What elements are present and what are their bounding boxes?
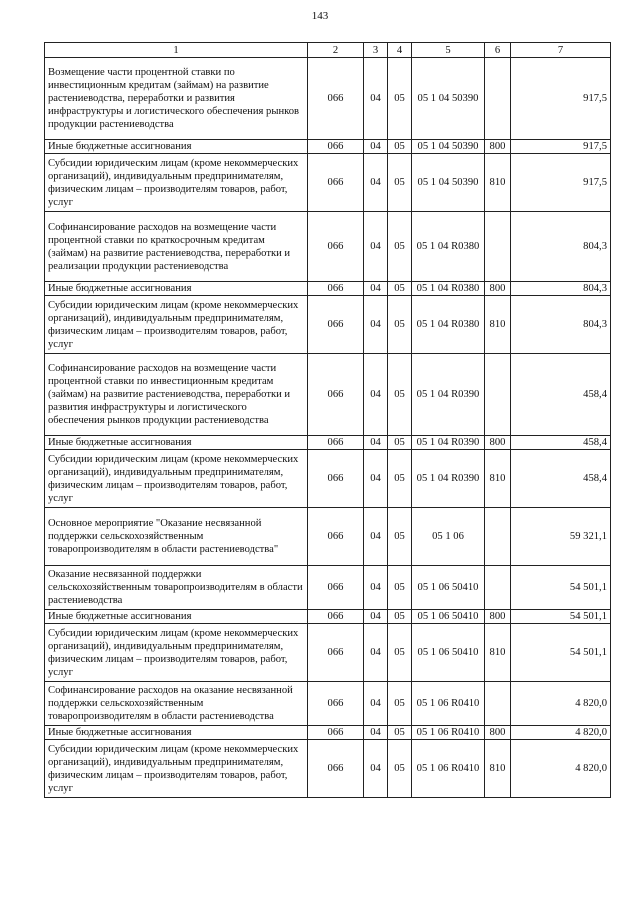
target-article-cell: 05 1 04 R0380 — [412, 212, 485, 282]
table-row — [45, 624, 611, 682]
target-article-cell: 05 1 06 50410 — [412, 610, 485, 624]
subsection-cell: 05 — [388, 740, 412, 798]
section-cell: 04 — [364, 726, 388, 740]
section-cell: 04 — [364, 740, 388, 798]
section-cell: 04 — [364, 212, 388, 282]
target-article-cell: 05 1 04 50390 — [412, 154, 485, 212]
target-article-cell: 05 1 06 50410 — [412, 624, 485, 682]
amount-cell: 917,5 — [511, 154, 611, 212]
table-row — [45, 140, 611, 154]
item-name-cell: Возмещение части процентной ставки по инвестиционным кредитам (займам) на развитие растениеводства, переработки и развития инфраструктуры и логистического обеспечения рынков продукции растениеводства — [45, 58, 308, 140]
amount-cell: 54 501,1 — [511, 566, 611, 610]
expense-type-cell — [485, 682, 511, 726]
header-cell: 5 — [412, 43, 485, 58]
budget-table — [44, 42, 611, 798]
item-name-cell: Иные бюджетные ассигнования — [45, 726, 308, 740]
header-cell: 1 — [45, 43, 308, 58]
expense-type-cell: 810 — [485, 154, 511, 212]
amount-cell: 458,4 — [511, 450, 611, 508]
target-article-cell: 05 1 04 R0390 — [412, 354, 485, 436]
table-row — [45, 154, 611, 212]
table-row — [45, 436, 611, 450]
section-cell: 04 — [364, 450, 388, 508]
code-cell: 066 — [308, 354, 364, 436]
target-article-cell: 05 1 06 R0410 — [412, 682, 485, 726]
item-name-cell: Софинансирование расходов на возмещение части процентной ставки по инвестиционным кредитам (займам) на развитие растениеводства, переработки и развития инфраструктуры и логистического обеспечения рынков продукции растениеводства — [45, 354, 308, 436]
item-name-cell: Субсидии юридическим лицам (кроме некоммерческих организаций), индивидуальным предпринимателям, физическим лицам – производителям товаров, работ, услуг — [45, 740, 308, 798]
table-row — [45, 508, 611, 566]
section-cell: 04 — [364, 624, 388, 682]
subsection-cell: 05 — [388, 282, 412, 296]
section-cell: 04 — [364, 682, 388, 726]
header-cell: 4 — [388, 43, 412, 58]
item-name-cell: Субсидии юридическим лицам (кроме некоммерческих организаций), индивидуальным предпринимателям, физическим лицам – производителям товаров, работ, услуг — [45, 296, 308, 354]
expense-type-cell: 800 — [485, 140, 511, 154]
code-cell: 066 — [308, 154, 364, 212]
expense-type-cell: 800 — [485, 436, 511, 450]
section-cell: 04 — [364, 58, 388, 140]
amount-cell: 458,4 — [511, 354, 611, 436]
subsection-cell: 05 — [388, 140, 412, 154]
table-row — [45, 566, 611, 610]
amount-cell: 4 820,0 — [511, 740, 611, 798]
expense-type-cell: 810 — [485, 450, 511, 508]
amount-cell: 4 820,0 — [511, 682, 611, 726]
item-name-cell: Софинансирование расходов на возмещение части процентной ставки по краткосрочным кредитам (займам) на развитие растениеводства, переработки и реализации продукции растениеводства — [45, 212, 308, 282]
target-article-cell: 05 1 06 50410 — [412, 566, 485, 610]
section-cell: 04 — [364, 140, 388, 154]
table-row — [45, 354, 611, 436]
target-article-cell: 05 1 06 R0410 — [412, 726, 485, 740]
expense-type-cell — [485, 58, 511, 140]
expense-type-cell: 810 — [485, 624, 511, 682]
section-cell: 04 — [364, 508, 388, 566]
header-cell: 2 — [308, 43, 364, 58]
code-cell: 066 — [308, 726, 364, 740]
subsection-cell: 05 — [388, 154, 412, 212]
code-cell: 066 — [308, 282, 364, 296]
page-number: 143 — [311, 10, 329, 22]
expense-type-cell — [485, 508, 511, 566]
code-cell: 066 — [308, 508, 364, 566]
item-name-cell: Субсидии юридическим лицам (кроме некоммерческих организаций), индивидуальным предпринимателям, физическим лицам – производителям товаров, работ, услуг — [45, 154, 308, 212]
table-row — [45, 58, 611, 140]
section-cell: 04 — [364, 282, 388, 296]
code-cell: 066 — [308, 566, 364, 610]
code-cell: 066 — [308, 436, 364, 450]
table-row — [45, 726, 611, 740]
subsection-cell: 05 — [388, 610, 412, 624]
target-article-cell: 05 1 06 R0410 — [412, 740, 485, 798]
amount-cell: 917,5 — [511, 58, 611, 140]
target-article-cell: 05 1 04 R0390 — [412, 436, 485, 450]
code-cell: 066 — [308, 610, 364, 624]
item-name-cell: Субсидии юридическим лицам (кроме некоммерческих организаций), индивидуальным предпринимателям, физическим лицам – производителям товаров, работ, услуг — [45, 624, 308, 682]
subsection-cell: 05 — [388, 624, 412, 682]
item-name-cell: Иные бюджетные ассигнования — [45, 282, 308, 296]
table-header-row — [45, 43, 611, 58]
item-name-cell: Оказание несвязанной поддержки сельскохозяйственным товаропроизводителям в области растениеводства — [45, 566, 308, 610]
header-cell: 3 — [364, 43, 388, 58]
section-cell: 04 — [364, 354, 388, 436]
subsection-cell: 05 — [388, 726, 412, 740]
subsection-cell: 05 — [388, 296, 412, 354]
expense-type-cell — [485, 566, 511, 610]
table-row — [45, 282, 611, 296]
table-row — [45, 296, 611, 354]
code-cell: 066 — [308, 740, 364, 798]
target-article-cell: 05 1 04 50390 — [412, 140, 485, 154]
item-name-cell: Иные бюджетные ассигнования — [45, 436, 308, 450]
amount-cell: 804,3 — [511, 212, 611, 282]
target-article-cell: 05 1 04 50390 — [412, 58, 485, 140]
code-cell: 066 — [308, 58, 364, 140]
table-row — [45, 212, 611, 282]
amount-cell: 458,4 — [511, 436, 611, 450]
expense-type-cell: 810 — [485, 740, 511, 798]
subsection-cell: 05 — [388, 566, 412, 610]
section-cell: 04 — [364, 610, 388, 624]
subsection-cell: 05 — [388, 508, 412, 566]
table-row — [45, 450, 611, 508]
amount-cell: 4 820,0 — [511, 726, 611, 740]
table-row — [45, 740, 611, 798]
section-cell: 04 — [364, 566, 388, 610]
item-name-cell: Иные бюджетные ассигнования — [45, 140, 308, 154]
header-cell: 7 — [511, 43, 611, 58]
subsection-cell: 05 — [388, 58, 412, 140]
subsection-cell: 05 — [388, 212, 412, 282]
section-cell: 04 — [364, 296, 388, 354]
header-cell: 6 — [485, 43, 511, 58]
code-cell: 066 — [308, 140, 364, 154]
item-name-cell: Софинансирование расходов на оказание несвязанной поддержки сельскохозяйственным товаропроизводителям в области растениеводства — [45, 682, 308, 726]
expense-type-cell — [485, 212, 511, 282]
expense-type-cell: 810 — [485, 296, 511, 354]
item-name-cell: Основное мероприятие "Оказание несвязанной поддержки сельскохозяйственным товаропроизводителям в области растениеводства" — [45, 508, 308, 566]
subsection-cell: 05 — [388, 682, 412, 726]
item-name-cell: Субсидии юридическим лицам (кроме некоммерческих организаций), индивидуальным предпринимателям, физическим лицам – производителям товаров, работ, услуг — [45, 450, 308, 508]
target-article-cell: 05 1 04 R0390 — [412, 450, 485, 508]
amount-cell: 54 501,1 — [511, 610, 611, 624]
code-cell: 066 — [308, 682, 364, 726]
amount-cell: 59 321,1 — [511, 508, 611, 566]
table-row — [45, 610, 611, 624]
target-article-cell: 05 1 04 R0380 — [412, 296, 485, 354]
code-cell: 066 — [308, 624, 364, 682]
target-article-cell: 05 1 04 R0380 — [412, 282, 485, 296]
code-cell: 066 — [308, 212, 364, 282]
expense-type-cell: 800 — [485, 726, 511, 740]
code-cell: 066 — [308, 450, 364, 508]
code-cell: 066 — [308, 296, 364, 354]
subsection-cell: 05 — [388, 436, 412, 450]
expense-type-cell — [485, 354, 511, 436]
amount-cell: 804,3 — [511, 296, 611, 354]
subsection-cell: 05 — [388, 354, 412, 436]
expense-type-cell: 800 — [485, 282, 511, 296]
target-article-cell: 05 1 06 — [412, 508, 485, 566]
amount-cell: 804,3 — [511, 282, 611, 296]
item-name-cell: Иные бюджетные ассигнования — [45, 610, 308, 624]
table-row — [45, 682, 611, 726]
amount-cell: 54 501,1 — [511, 624, 611, 682]
amount-cell: 917,5 — [511, 140, 611, 154]
section-cell: 04 — [364, 436, 388, 450]
section-cell: 04 — [364, 154, 388, 212]
expense-type-cell: 800 — [485, 610, 511, 624]
subsection-cell: 05 — [388, 450, 412, 508]
